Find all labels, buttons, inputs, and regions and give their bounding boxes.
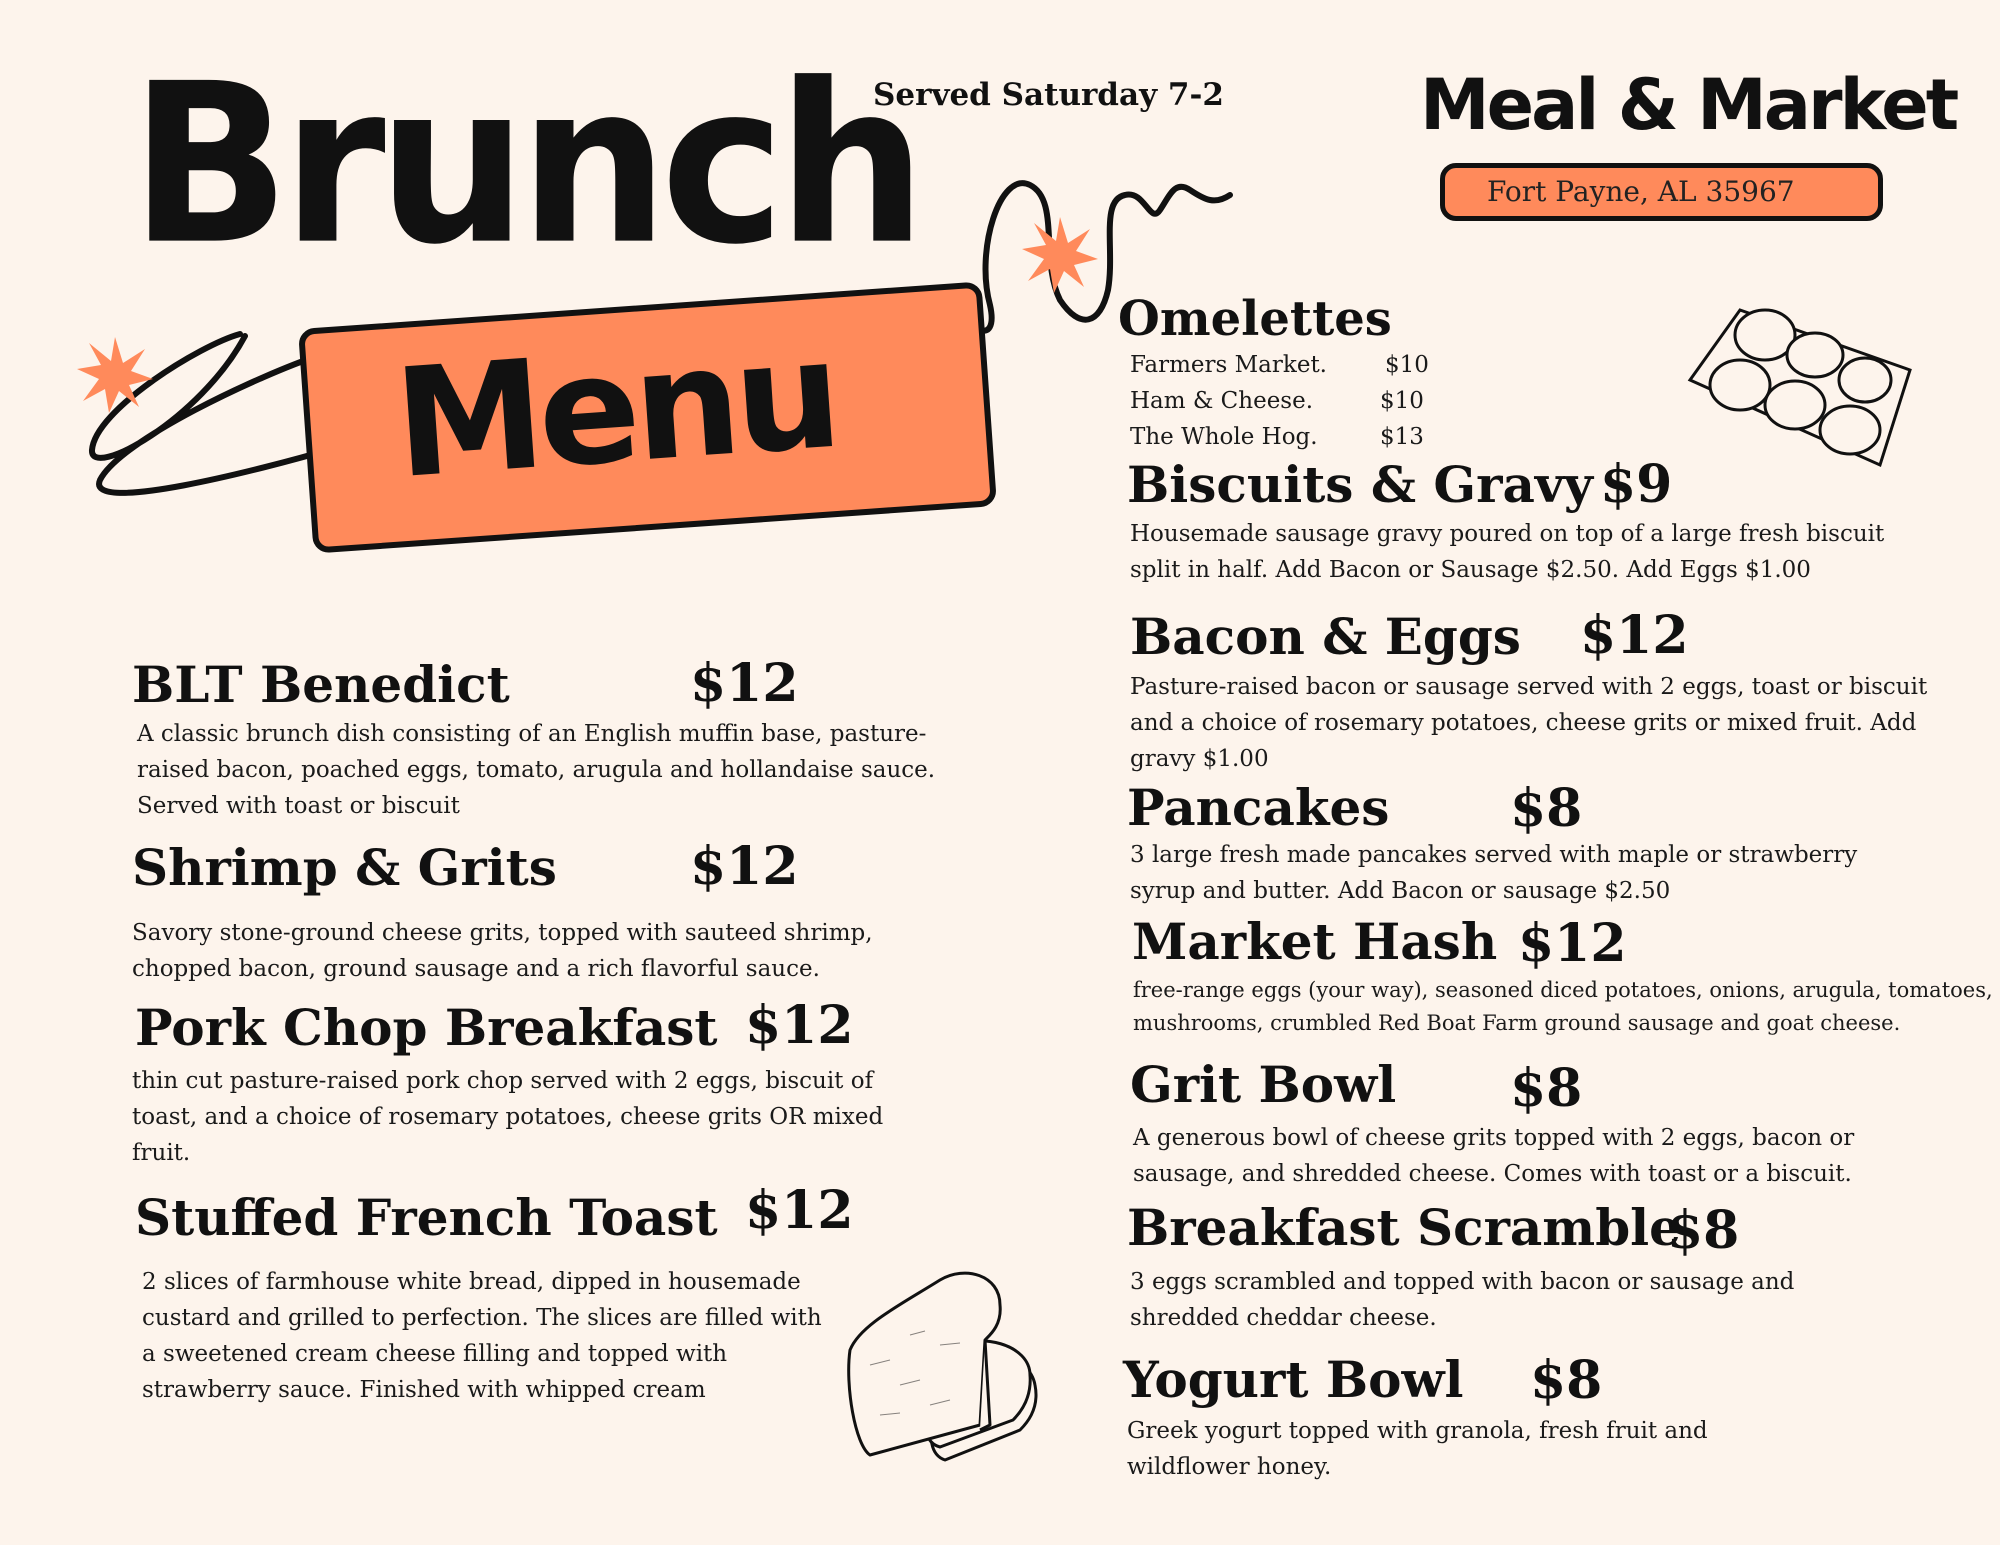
menu-item-description: free-range eggs (your way), seasoned diced potatoes, onions, arugula, tomatoes, mushrooms, crumbled Red Boat Farm ground sausage and goat cheese. [1133, 978, 1993, 1035]
menu-item-price: $8 [1510, 778, 1583, 839]
menu-item-description: 2 slices of farmhouse white bread, dipped in housemade custard and grilled to perfection. The slices are filled with a sweetened cream cheese filling and topped with strawberry sauce. Finished with whipped cream [142, 1269, 822, 1403]
menu-item-name: Yogurt Bowl [1123, 1350, 1464, 1409]
bread-slices-icon [830, 1265, 1080, 1475]
menu-item-name: Pancakes [1127, 778, 1390, 837]
omelette-price: $10 [1385, 352, 1429, 378]
menu-item-name: Grit Bowl [1130, 1055, 1397, 1114]
omelette-name: Ham & Cheese. [1130, 388, 1314, 414]
menu-item-description: Savory stone-ground cheese grits, topped with sauteed shrimp, chopped bacon, ground sausage and a rich flavorful sauce. [132, 920, 873, 982]
menu-item-price: $12 [690, 836, 799, 897]
menu-item-name: Stuffed French Toast [135, 1188, 718, 1247]
omelette-name: The Whole Hog. [1130, 424, 1318, 450]
omelette-name: Farmers Market. [1130, 352, 1327, 378]
restaurant-logo: Meal & Market [1420, 64, 1957, 146]
menu-item-name: BLT Benedict [132, 655, 510, 714]
menu-item-description: 3 eggs scrambled and topped with bacon or sausage and shredded cheddar cheese. [1130, 1269, 1795, 1331]
menu-item-price: $12 [745, 1180, 854, 1241]
menu-item-price: $8 [1510, 1058, 1583, 1119]
section-title: Omelettes [1118, 291, 1392, 347]
menu-item-price: $12 [1518, 913, 1627, 974]
menu-item-description: A classic brunch dish consisting of an English muffin base, pasture-raised bacon, poached eggs, tomato, arugula and hollandaise sauce. Served with toast or biscuit [137, 721, 936, 819]
menu-item-description: A generous bowl of cheese grits topped with 2 eggs, bacon or sausage, and shredded cheese. Comes with toast or a biscuit. [1133, 1125, 1855, 1187]
address-badge: Fort Payne, AL 35967 [1440, 163, 1883, 221]
menu-item-description: Housemade sausage gravy poured on top of a large fresh biscuit split in half. Add Bacon or Sausage $2.50. Add Eggs $1.00 [1130, 521, 1885, 583]
starburst-icon [1020, 215, 1100, 295]
page-subtitle: Menu [389, 307, 842, 513]
menu-item-price: $12 [1580, 605, 1689, 666]
menu-item-price: $8 [1667, 1200, 1740, 1261]
menu-item-name: Shrimp & Grits [132, 838, 557, 897]
menu-item-description: 3 large fresh made pancakes served with maple or strawberry syrup and butter. Add Bacon or sausage $2.50 [1130, 842, 1858, 904]
page-title: Brunch [130, 35, 919, 294]
menu-item-description: Pasture-raised bacon or sausage served with 2 eggs, toast or biscuit and a choice of rosemary potatoes, cheese grits or mixed fruit. Add gravy $1.00 [1130, 674, 1928, 772]
menu-item-name: Biscuits & Gravy [1127, 455, 1593, 514]
menu-item-name: Market Hash [1132, 912, 1498, 971]
starburst-icon [75, 335, 155, 415]
menu-item-description: Greek yogurt topped with granola, fresh fruit and wildflower honey. [1127, 1418, 1708, 1480]
menu-item-name: Pork Chop Breakfast [135, 998, 718, 1057]
served-hours: Served Saturday 7-2 [873, 77, 1224, 113]
menu-item-price: $8 [1530, 1350, 1603, 1411]
menu-item-name: Bacon & Eggs [1130, 607, 1521, 666]
menu-item-price: $12 [690, 653, 799, 714]
egg-carton-icon [1680, 290, 1930, 480]
menu-item-description: thin cut pasture-raised pork chop served with 2 eggs, biscuit of toast, and a choice of rosemary potatoes, cheese grits OR mixed fruit. [132, 1068, 884, 1166]
omelette-price: $13 [1380, 424, 1424, 450]
menu-item-price: $12 [745, 995, 854, 1056]
menu-item-name: Breakfast Scramble [1127, 1198, 1681, 1257]
omelette-price: $10 [1380, 388, 1424, 414]
menu-item-price: $9 [1600, 454, 1673, 515]
